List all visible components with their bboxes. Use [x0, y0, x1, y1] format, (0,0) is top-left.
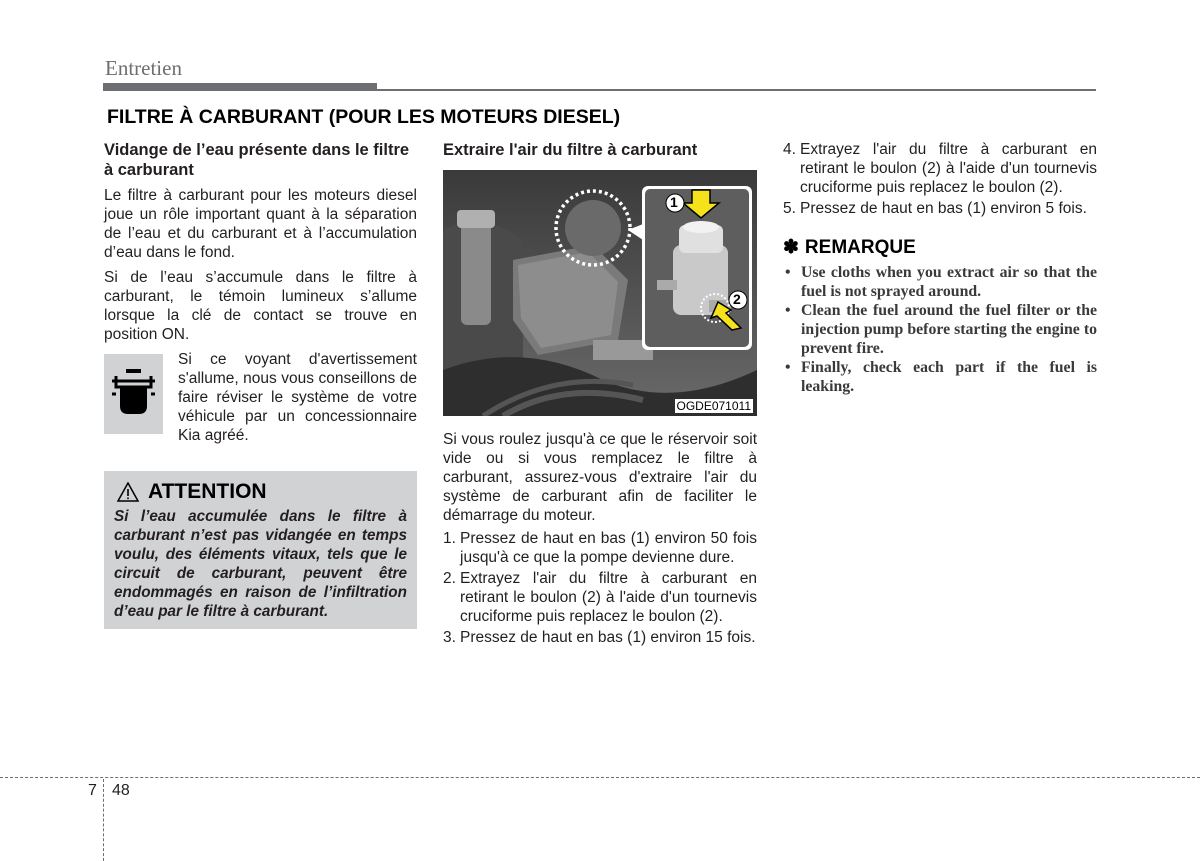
right-column: [783, 140, 1097, 396]
footer-divider: [0, 777, 1200, 778]
bleed-air-steps: [443, 529, 757, 647]
drain-water-paragraph-2: Si de l’eau s’accumule dans le filtre à carburant, le témoin lumineux s’allume lorsque la clé de contact se trouve en position ON.: [104, 269, 417, 343]
remark-item: • Use cloths when you extract air so that the fuel is not sprayed around.: [785, 264, 1097, 300]
fuel-filter-figure: [443, 170, 757, 416]
chapter-number: 7: [88, 782, 97, 799]
callout-1: 1: [670, 194, 678, 210]
attention-header: [114, 480, 407, 504]
attention-box: [104, 471, 417, 629]
left-column: [104, 140, 417, 629]
page-number: 48: [112, 782, 130, 799]
remark-list: [783, 263, 1097, 396]
step-item: 2. Extrayez l'air du filtre à carburant en retirant le boulon (2) à l'aide d'un tournevis cruciforme puis replacez le boulon (2).: [443, 570, 757, 625]
warning-triangle-icon: [117, 482, 139, 502]
header-rule-thick: [103, 83, 377, 91]
remark-label: REMARQUE: [804, 236, 916, 258]
warning-light-text: Si ce voyant d'avertissement s'allume, nous vous conseillons de faire réviser le système de votre véhicule par un concessionnaire Kia agréé.: [178, 351, 417, 444]
page-title: FILTRE À CARBURANT (POUR LES MOTEURS DIESEL): [107, 106, 621, 128]
remark-header: [783, 236, 1097, 259]
engine-bay-illustration: [443, 170, 757, 416]
drain-water-heading: Vidange de l’eau présente dans le filtre à carburant: [104, 141, 410, 179]
step-item: 1. Pressez de haut en bas (1) environ 50 fois jusqu'à ce que la pompe devienne dure.: [443, 530, 757, 566]
figure-code: OGDE071011: [676, 399, 751, 413]
attention-label: ATTENTION: [148, 480, 267, 503]
drain-water-paragraph-1: Le filtre à carburant pour les moteurs diesel joue un rôle important quant à la séparation de l’eau et du carburant et à l’accumulation d’eau dans le fond.: [104, 187, 417, 261]
remark-item: • Finally, check each part if the fuel is leaking.: [785, 359, 1097, 395]
middle-column: [443, 140, 757, 649]
warning-light-row: [104, 350, 417, 445]
step-item: 5. Pressez de haut en bas (1) environ 5 fois.: [783, 200, 1087, 217]
header-rule-thin: [377, 89, 1096, 91]
bleed-air-intro: Si vous roulez jusqu'à ce que le réservoir soit vide ou si vous remplacez le filtre à carburant, assurez-vous d'extraire l'air du système de carburant afin de faciliter le démarrage du moteur.: [443, 431, 757, 524]
attention-text: Si l’eau accumulée dans le filtre à carburant n’est pas vidangée en temps voulu, des éléments vitaux, tels que le circuit de carburant, peuvent être endommagés en raison de l’infiltration d’eau par le filtre à carburant.: [114, 508, 407, 620]
remark-item: • Clean the fuel around the fuel filter or the injection pump before starting the engine to prevent fire.: [785, 302, 1097, 357]
section-label: Entretien: [105, 56, 182, 80]
callout-2: 2: [733, 291, 741, 307]
step-item: 4. Extrayez l'air du filtre à carburant en retirant le boulon (2) à l'aide d'un tournevis cruciforme puis replacez le boulon (2).: [783, 141, 1097, 196]
bleed-air-heading: Extraire l'air du filtre à carburant: [443, 141, 698, 159]
step-item: 3. Pressez de haut en bas (1) environ 15 fois.: [443, 629, 756, 646]
bleed-air-steps-continued: [783, 140, 1097, 218]
remark-asterisk-icon: ✽: [783, 237, 799, 258]
water-in-fuel-warning-icon: [104, 354, 163, 434]
footer-vertical-divider: [103, 779, 104, 861]
